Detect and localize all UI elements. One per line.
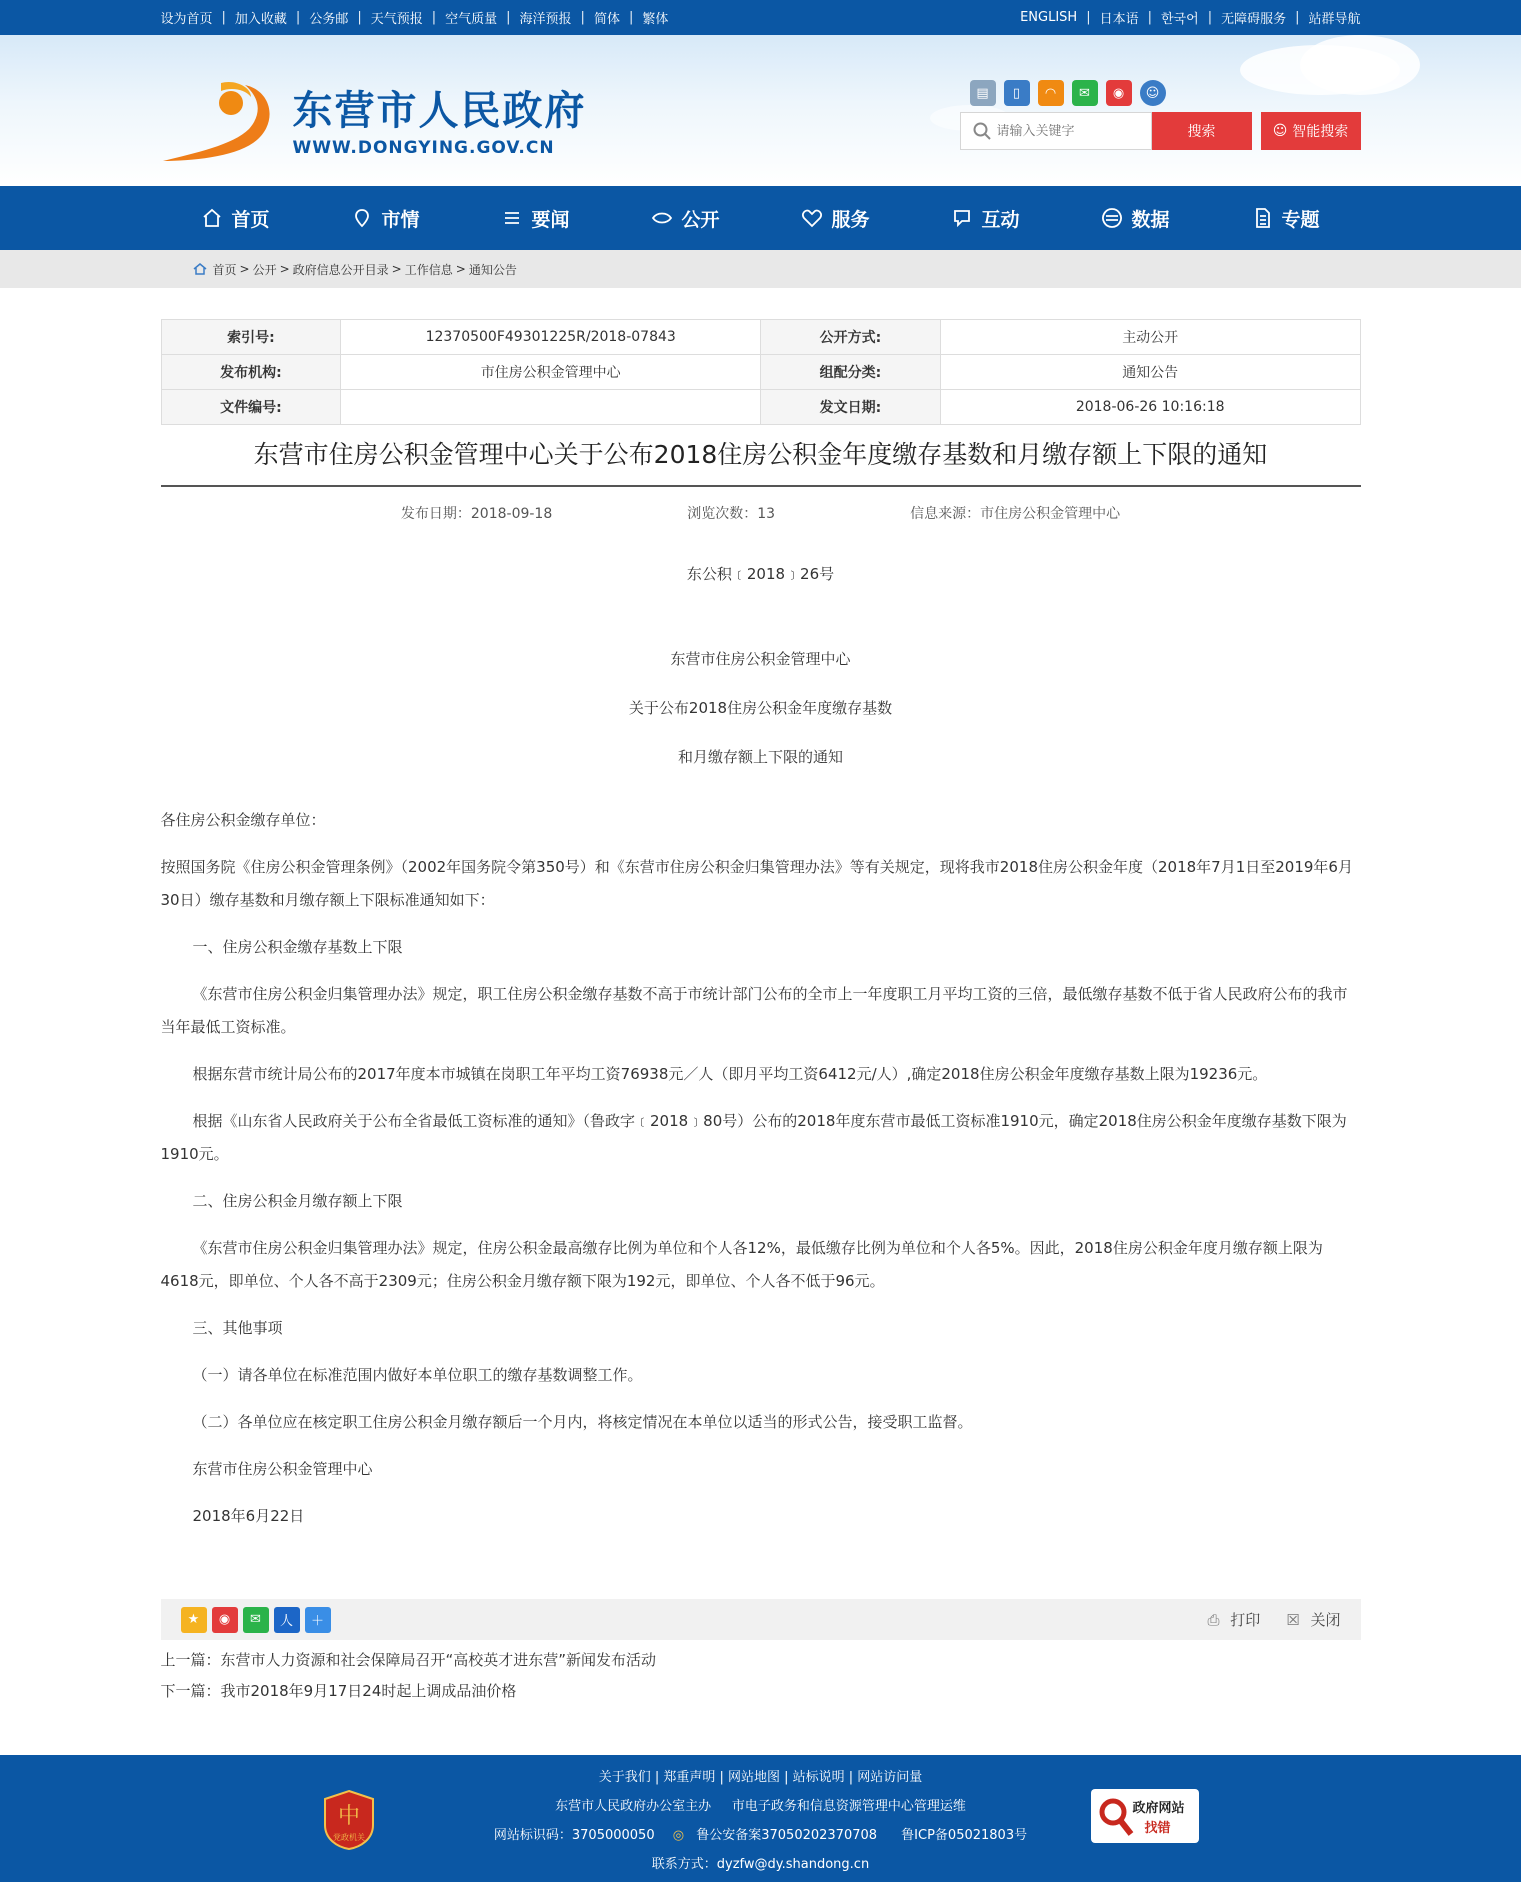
- separator: |: [357, 10, 362, 25]
- robot-service-icon[interactable]: ☺: [1140, 80, 1166, 106]
- meta-mode-value: 主动公开: [940, 320, 1360, 355]
- breadcrumb-item-3[interactable]: 工作信息: [404, 262, 453, 277]
- more-share-icon[interactable]: ＋: [305, 1607, 331, 1633]
- meta-docno-value: [341, 390, 761, 425]
- nav-city-info-icon: [351, 207, 373, 229]
- paragraph-3: 根据《山东省人民政府关于公布全省最低工资标准的通知》（鲁政字﹝2018﹞80号）公布的2018年度东营市最低工资标准1910元，确定2018住房公积金年度缴存基数下限为1910元。: [160, 1112, 1347, 1163]
- heading-line-1: 东营市住房公积金管理中心: [670, 650, 851, 668]
- qzone-star-icon[interactable]: ★: [181, 1607, 207, 1633]
- print-icon: ⎙: [1207, 1611, 1220, 1629]
- meta-date-value: 2018-06-26 10:16:18: [940, 390, 1360, 425]
- section-1-heading: 一、住房公积金缴存基数上下限: [192, 938, 403, 956]
- top-left-link-6[interactable]: 简体: [593, 12, 620, 27]
- meta-index-value: 12370500F49301225R/2018-07843: [341, 320, 761, 355]
- separator: |: [1207, 10, 1213, 25]
- weibo-share-icon[interactable]: ◉: [212, 1607, 238, 1633]
- nav-label: 首页: [231, 208, 270, 231]
- paragraph-5: （一）请各单位在标准范围内做好本单位职工的缴存基数调整工作。: [192, 1366, 643, 1384]
- meta-cat-label: 组配分类:: [761, 355, 941, 390]
- close-icon: ☒: [1286, 1611, 1300, 1629]
- separator: |: [1295, 10, 1300, 25]
- breadcrumb-item-1[interactable]: 公开: [252, 262, 277, 277]
- separator: |: [431, 10, 437, 25]
- separator: |: [580, 10, 585, 25]
- footer-contact: 联系方式：dyzfw@dy.shandong.cn: [651, 1857, 870, 1872]
- search-input[interactable]: [997, 124, 1137, 139]
- paragraph-6: （二）各单位应在核定职工住房公积金月缴存额后一个月内，将核定情况在本单位以适当的形式公告，接受职工监督。: [192, 1413, 973, 1431]
- signature-org: 东营市住房公积金管理中心: [192, 1460, 373, 1478]
- meta-table: [161, 319, 1361, 425]
- weibo-icon[interactable]: ◉: [1106, 80, 1132, 106]
- top-left-link-3[interactable]: 天气预报: [370, 12, 423, 27]
- breadcrumb-item-4[interactable]: 通知公告: [468, 262, 517, 277]
- nav-item-home[interactable]: [161, 205, 311, 232]
- close-button[interactable]: [1286, 1609, 1340, 1630]
- meta-org-value: 市住房公积金管理中心: [341, 355, 761, 390]
- wechat-share-icon[interactable]: ✉: [243, 1607, 269, 1633]
- print-label: 打印: [1230, 1611, 1261, 1629]
- nav-item-disclosure[interactable]: [611, 205, 761, 232]
- separator: |: [295, 10, 301, 25]
- top-right-link-0[interactable]: ENGLISH: [1020, 10, 1078, 25]
- police-record[interactable]: 鲁公安备案37050202370708: [696, 1828, 878, 1843]
- article-title: 东营市住房公积金管理中心关于公布2018住房公积金年度缴存基数和月缴存额上下限的通知: [161, 435, 1361, 487]
- site-logo[interactable]: [161, 73, 587, 163]
- robot-icon: ☺: [1272, 123, 1288, 139]
- view-count: 浏览次数：13: [687, 506, 776, 522]
- breadcrumb-separator: >: [239, 262, 250, 276]
- badge-text: 党政机关: [332, 1833, 365, 1842]
- separator: |: [221, 10, 226, 25]
- top-left-link-5[interactable]: 海洋预报: [519, 12, 572, 27]
- nav-label: 市情: [381, 208, 420, 231]
- breadcrumb-separator: >: [391, 262, 402, 276]
- intro-paragraph: 按照国务院《住房公积金管理条例》（2002年国务院令第350号）和《东营市住房公积金归集管理办法》等有关规定，现将我市2018住房公积金年度（2018年7月1日至2019年6月30日）缴存基数和月缴存额上下限标准通知如下：: [160, 858, 1353, 909]
- footer-host: 东营市人民政府办公室主办 市电子政务和信息资源管理中心管理运维: [555, 1799, 966, 1814]
- icp-record[interactable]: 鲁ICP备05021803号: [901, 1828, 1028, 1843]
- police-icon: ◎: [672, 1828, 685, 1843]
- breadcrumb-separator: >: [279, 262, 290, 276]
- top-utility-bar: [0, 0, 1521, 35]
- heading-line-3: 和月缴存额上下限的通知: [677, 748, 843, 766]
- newspaper-icon[interactable]: ▤: [970, 80, 996, 106]
- nav-item-city-info[interactable]: [311, 205, 461, 232]
- paragraph-1: 《东营市住房公积金归集管理办法》规定，职工住房公积金缴存基数不高于市统计部门公布的全市上一年度职工月平均工资的三倍，最低缴存基数不低于省人民政府公布的我市当年最低工资标准。: [160, 985, 1348, 1036]
- separator: |: [628, 10, 634, 25]
- top-right-link-1[interactable]: 日本语: [1099, 12, 1139, 27]
- header-icons: [970, 80, 1166, 106]
- svg-text:中: 中: [337, 1804, 360, 1829]
- search-area: [960, 112, 1361, 150]
- nav-interaction-icon: [951, 207, 973, 229]
- print-button[interactable]: [1207, 1609, 1260, 1630]
- nav-item-interaction[interactable]: [911, 205, 1061, 232]
- prev-next: [161, 1645, 1361, 1707]
- nav-label: 服务: [831, 208, 870, 231]
- paragraph-4: 《东营市住房公积金归集管理办法》规定，住房公积金最高缴存比例为单位和个人各12%，最低缴存比例为单位和个人各5%。因此，2018住房公积金年度月缴存额上限为4618元，即单位、个人各不高于2309元；住房公积金月缴存额下限为192元，即单位、个人各不低于96元。: [160, 1239, 1323, 1290]
- find-text-1: 政府网站: [1132, 1801, 1185, 1816]
- meta-index-label: 索引号:: [161, 320, 341, 355]
- main-nav: [0, 186, 1521, 250]
- wechat-icon[interactable]: ✉: [1072, 80, 1098, 106]
- content: [161, 319, 1361, 1707]
- mobile-icon[interactable]: ▯: [1004, 80, 1030, 106]
- nav-label: 互动: [981, 208, 1020, 231]
- nav-news-icon: [501, 207, 523, 229]
- nav-label: 专题: [1281, 208, 1320, 231]
- nav-home-icon: [201, 207, 223, 229]
- publish-date: 发布日期：2018-09-18: [400, 506, 553, 522]
- nav-item-data[interactable]: [1061, 205, 1211, 232]
- logo-emblem-icon: [161, 73, 291, 163]
- top-left-link-0[interactable]: 设为首页: [160, 12, 213, 27]
- nav-disclosure-icon: [651, 207, 673, 229]
- close-label: 关闭: [1310, 1611, 1341, 1629]
- nav-data-icon: [1101, 207, 1123, 229]
- nav-topics-icon: [1251, 207, 1273, 229]
- meta-cat-value: 通知公告: [940, 355, 1360, 390]
- section-2-heading: 二、住房公积金月缴存额上下限: [192, 1192, 403, 1210]
- site-url: WWW.DONGYING.GOV.CN: [292, 137, 555, 158]
- search-icon: [973, 122, 991, 140]
- find-text-2: 找错: [1144, 1821, 1171, 1836]
- signature-date: 2018年6月22日: [192, 1507, 305, 1525]
- article-body: [161, 804, 1361, 1533]
- top-left-link-4[interactable]: 空气质量: [445, 12, 498, 27]
- nav-label: 公开: [681, 208, 720, 231]
- search-box[interactable]: [960, 112, 1152, 150]
- smart-search-button[interactable]: [1261, 112, 1361, 150]
- search-button[interactable]: 搜索: [1152, 112, 1252, 150]
- info-source: 信息来源：市住房公积金管理中心: [910, 506, 1121, 522]
- meta-docno-label: 文件编号:: [161, 390, 341, 425]
- top-right-link-2[interactable]: 한국어: [1161, 12, 1199, 27]
- nav-label: 要闻: [531, 208, 570, 231]
- nav-item-service[interactable]: [761, 205, 911, 232]
- find-errors-badge[interactable]: [1091, 1789, 1199, 1843]
- top-right-link-3[interactable]: 无障碍服务: [1221, 12, 1287, 27]
- nav-item-news[interactable]: [461, 205, 611, 232]
- top-right-link-4[interactable]: 站群导航: [1308, 12, 1361, 27]
- home-icon: [193, 263, 207, 275]
- next-article-link[interactable]: 下一篇：我市2018年9月17日24时起上调成品油价格: [160, 1682, 517, 1700]
- top-left-link-2[interactable]: 公务邮: [309, 12, 349, 27]
- footer-links[interactable]: 关于我们 | 郑重声明 | 网站地图 | 站标说明 | 网站访问量: [598, 1770, 923, 1785]
- top-left-links: [161, 8, 669, 27]
- breadcrumb-item-2[interactable]: 政府信息公开目录: [292, 262, 389, 277]
- meta-date-label: 发文日期:: [761, 390, 941, 425]
- smart-search-label: 智能搜索: [1292, 124, 1349, 140]
- site-name: 东营市人民政府: [292, 87, 587, 134]
- meta-org-label: 发布机构:: [161, 355, 341, 390]
- section-3-heading: 三、其他事项: [192, 1319, 283, 1337]
- separator: |: [1147, 10, 1152, 25]
- app-swirl-icon[interactable]: ◠: [1038, 80, 1064, 106]
- site-footer: [0, 1755, 1521, 1882]
- article-info: [161, 503, 1361, 523]
- top-right-links: [1020, 8, 1360, 27]
- heading-line-2: 关于公布2018住房公积金年度缴存基数: [628, 699, 893, 717]
- magnifier-icon: [1095, 1794, 1135, 1838]
- nav-item-topics[interactable]: [1211, 205, 1361, 232]
- top-left-link-7[interactable]: 繁体: [642, 12, 669, 27]
- nav-label: 数据: [1131, 208, 1170, 231]
- site-header: [0, 35, 1521, 186]
- prev-article-link[interactable]: 上一篇：东营市人力资源和社会保障局召开“高校英才进东营”新闻发布活动: [160, 1651, 657, 1669]
- renren-share-icon[interactable]: 人: [274, 1607, 300, 1633]
- separator: |: [506, 10, 511, 25]
- document-heading: [161, 648, 1361, 767]
- share-bar: [161, 1599, 1361, 1640]
- meta-mode-label: 公开方式:: [761, 320, 941, 355]
- salutation: 各住房公积金缴存单位：: [160, 811, 326, 829]
- breadcrumb-item-0[interactable]: 首页: [212, 262, 237, 277]
- top-left-link-1[interactable]: 加入收藏: [234, 12, 287, 27]
- document-number: 东公积﹝2018﹞26号: [686, 565, 835, 583]
- separator: |: [1086, 10, 1091, 25]
- site-id: 网站标识码：3705000050: [493, 1828, 655, 1843]
- paragraph-2: 根据东营市统计局公布的2017年度本市城镇在岗职工年平均工资76938元／人（即月平均工资6412元/人）,确定2018住房公积金年度缴存基数上限为19236元。: [192, 1065, 1268, 1083]
- nav-service-icon: [801, 207, 823, 229]
- breadcrumb: [0, 250, 1521, 288]
- breadcrumb-separator: >: [455, 262, 466, 276]
